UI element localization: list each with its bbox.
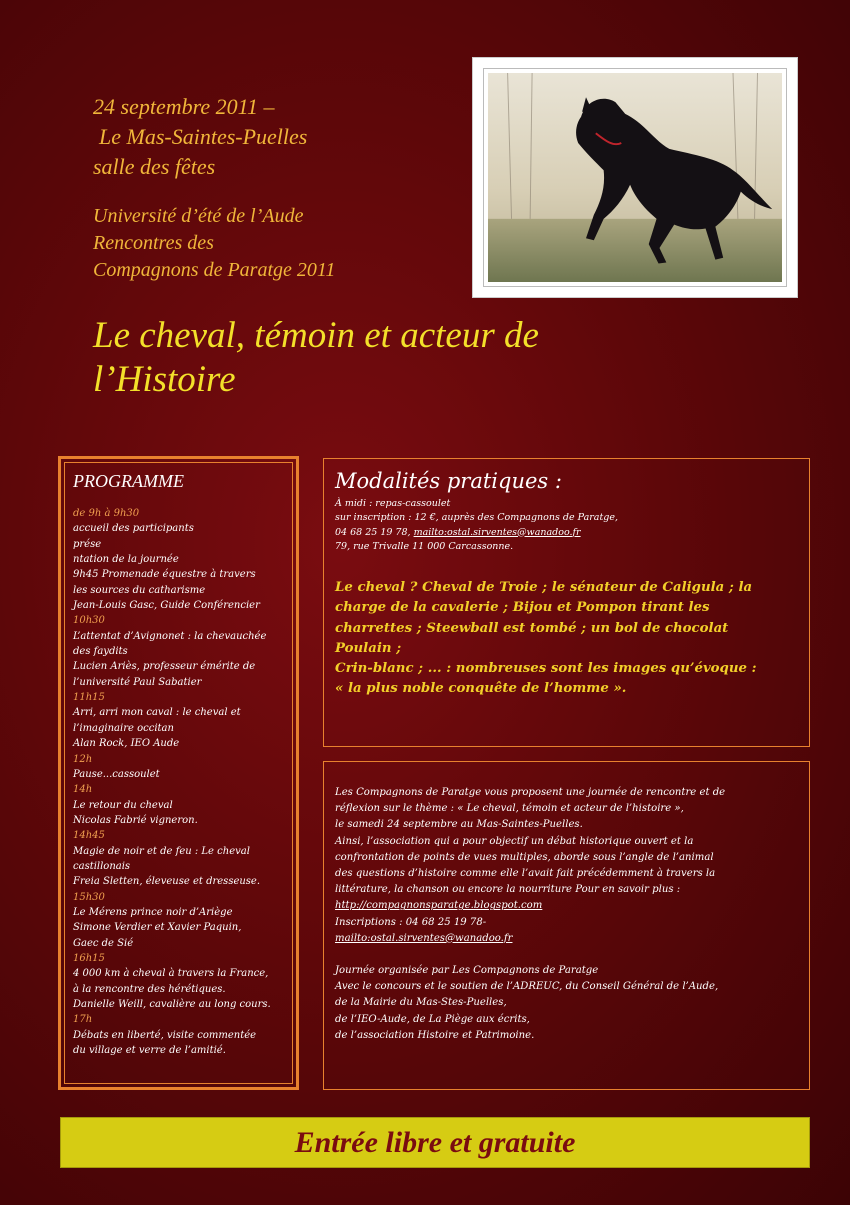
- presentation-line: Les Compagnons de Paratge vous proposent une journée de rencontre et de: [335, 787, 726, 798]
- programme-line: 11h15: [73, 692, 105, 704]
- quote-line: « la plus noble conquête de l’homme ».: [335, 681, 627, 697]
- presentation-line: réflexion sur le thème : « Le cheval, témoin et acteur de l’histoire »,: [335, 803, 684, 815]
- presentation-line: le samedi 24 septembre au Mas-Saintes-Puelles.: [335, 819, 583, 831]
- practical-info-heading: Modalités pratiques :: [335, 469, 562, 493]
- programme-line: 16h15: [73, 952, 105, 964]
- presentation-line: confrontation de points de vues multiples, aborde sous l’angle de l’animal: [335, 851, 714, 863]
- programme-line: castillonais: [73, 860, 131, 872]
- free-entry-banner: [60, 1117, 810, 1168]
- credits-line: de la Mairie du Mas-Stes-Puelles,: [335, 997, 507, 1009]
- organizer-line-1: Université d’été de l’Aude: [93, 205, 304, 227]
- credits-line: de l’association Histoire et Patrimoine.: [335, 1029, 535, 1041]
- programme-line: 17h: [73, 1014, 93, 1026]
- programme-line: Lucien Ariès, professeur émérite de: [73, 661, 256, 673]
- inscriptions-line: Inscriptions : 04 68 25 19 78-: [335, 916, 487, 928]
- registration-info: sur inscription : 12 €, auprès des Compagnons de Paratge,: [335, 512, 618, 524]
- horse-image: [488, 73, 782, 282]
- lunch-info: À midi : repas-cassoulet: [335, 498, 451, 509]
- presentation-text: [335, 785, 725, 898]
- programme-line: Débats en liberté, visite commentée: [73, 1029, 257, 1041]
- quote-line: charge de la cavalerie ; Bijou et Pompon tirant les: [335, 600, 710, 616]
- programme-line: les sources du catharisme: [73, 584, 206, 596]
- programme-line: à la rencontre des hérétiques.: [73, 983, 226, 995]
- page-title: [93, 314, 693, 402]
- title-line-1: Le cheval, témoin et acteur de: [93, 315, 539, 356]
- contact-phone: 04 68 25 19 78,: [335, 526, 414, 538]
- programme-line: 12h: [73, 753, 93, 765]
- programme-line: 4 000 km à cheval à travers la France,: [73, 968, 269, 980]
- title-line-2: l’Histoire: [93, 359, 236, 400]
- programme-box: [58, 456, 299, 1090]
- blog-link[interactable]: http://compagnonsparatge.blogspot.com: [335, 900, 543, 912]
- programme-line: Simone Verdier et Xavier Paquin,: [73, 922, 242, 934]
- programme-line: Gaec de Sié: [73, 937, 134, 949]
- quote-line: Poulain ;: [335, 640, 402, 656]
- programme-line: Freia Sletten, éleveuse et dresseuse.: [73, 876, 261, 888]
- programme-line: L’attentat d’Avignonet : la chevauchée: [73, 630, 267, 642]
- programme-line: l’université Paul Sabatier: [73, 676, 202, 688]
- quote-line: Crin-blanc ; ... : nombreuses sont les images qu’évoque :: [335, 661, 757, 677]
- programme-line: accueil des participants: [73, 523, 194, 535]
- presentation-line: littérature, la chanson ou encore la nourriture Pour en savoir plus :: [335, 884, 681, 896]
- email-link[interactable]: mailto:ostal.sirventes@wanadoo.fr: [335, 932, 513, 944]
- programme-line: 14h: [73, 784, 93, 796]
- programme-line: Alan Rock, IEO Aude: [73, 738, 180, 750]
- programme-list: [73, 506, 293, 1058]
- credits-line: Journée organisée par Les Compagnons de Paratge: [335, 965, 599, 977]
- programme-line: Danielle Weill, cavalière au long cours.: [73, 999, 271, 1010]
- programme-line: ntation de la journée: [73, 554, 179, 566]
- spacer: [335, 947, 725, 963]
- organizer-line-2: Rencontres des: [93, 232, 214, 254]
- credits-text: [335, 963, 725, 1044]
- event-date: 24 septembre 2011 –: [93, 94, 275, 119]
- credits-line: Avec le concours et le soutien de l’ADREUC, du Conseil Général de l’Aude,: [335, 981, 719, 993]
- programme-line: 10h30: [73, 615, 105, 627]
- event-location: Le Mas-Saintes-Puelles: [99, 124, 308, 149]
- contact-email-link[interactable]: mailto:ostal.sirventes@wanadoo.fr: [413, 526, 581, 538]
- programme-line: Arri, arri mon caval : le cheval et: [73, 707, 241, 719]
- contact-address: 79, rue Trivalle 11 000 Carcassonne.: [335, 540, 514, 552]
- programme-line: Le retour du cheval: [73, 799, 173, 811]
- blog-link-line: [335, 898, 725, 914]
- horse-quote: [335, 578, 805, 700]
- programme-line: Nicolas Fabrié vigneron.: [73, 814, 198, 826]
- quote-line: Le cheval ? Cheval de Troie ; le sénateur de Caligula ; la: [335, 580, 753, 595]
- programme-line: 14h45: [73, 830, 105, 842]
- programme-line: l’imaginaire occitan: [73, 722, 174, 734]
- programme-line: de 9h à 9h30: [73, 508, 140, 519]
- programme-heading: PROGRAMME: [73, 471, 184, 491]
- presentation-line: des questions d’histoire comme elle l’avait fait précédemment à travers la: [335, 868, 716, 880]
- presentation-line: Ainsi, l’association qui a pour objectif un débat historique ouvert et la: [335, 835, 694, 847]
- email-line: [335, 931, 725, 947]
- practical-info-box: [323, 458, 810, 747]
- programme-line: du village et verre de l’amitié.: [73, 1045, 226, 1057]
- programme-line: Le Mérens prince noir d’Ariège: [73, 906, 233, 918]
- organizer-block: [93, 203, 453, 284]
- event-header: [93, 92, 453, 182]
- credits-line: de l’IEO-Aude, de La Piège aux écrits,: [335, 1013, 530, 1025]
- horse-photo: [472, 57, 798, 298]
- programme-line: Jean-Louis Gasc, Guide Conférencier: [73, 600, 260, 612]
- presentation-box: [323, 761, 810, 1090]
- programme-line: Pause...cassoulet: [73, 768, 160, 780]
- programme-line: des faydits: [73, 646, 128, 658]
- free-entry-text: Entrée libre et gratuite: [294, 1125, 576, 1159]
- programme-line: 9h45 Promenade équestre à travers: [73, 569, 256, 581]
- organizer-line-3: Compagnons de Paratge 2011: [93, 259, 336, 281]
- contact-line: [335, 526, 618, 540]
- programme-line: 15h30: [73, 891, 105, 903]
- quote-line: charrettes ; Steewball est tombé ; un bol de chocolat: [335, 620, 729, 636]
- event-venue: salle des fêtes: [93, 154, 216, 179]
- programme-line: prése: [73, 538, 102, 550]
- programme-line: Magie de noir et de feu : Le cheval: [73, 845, 250, 857]
